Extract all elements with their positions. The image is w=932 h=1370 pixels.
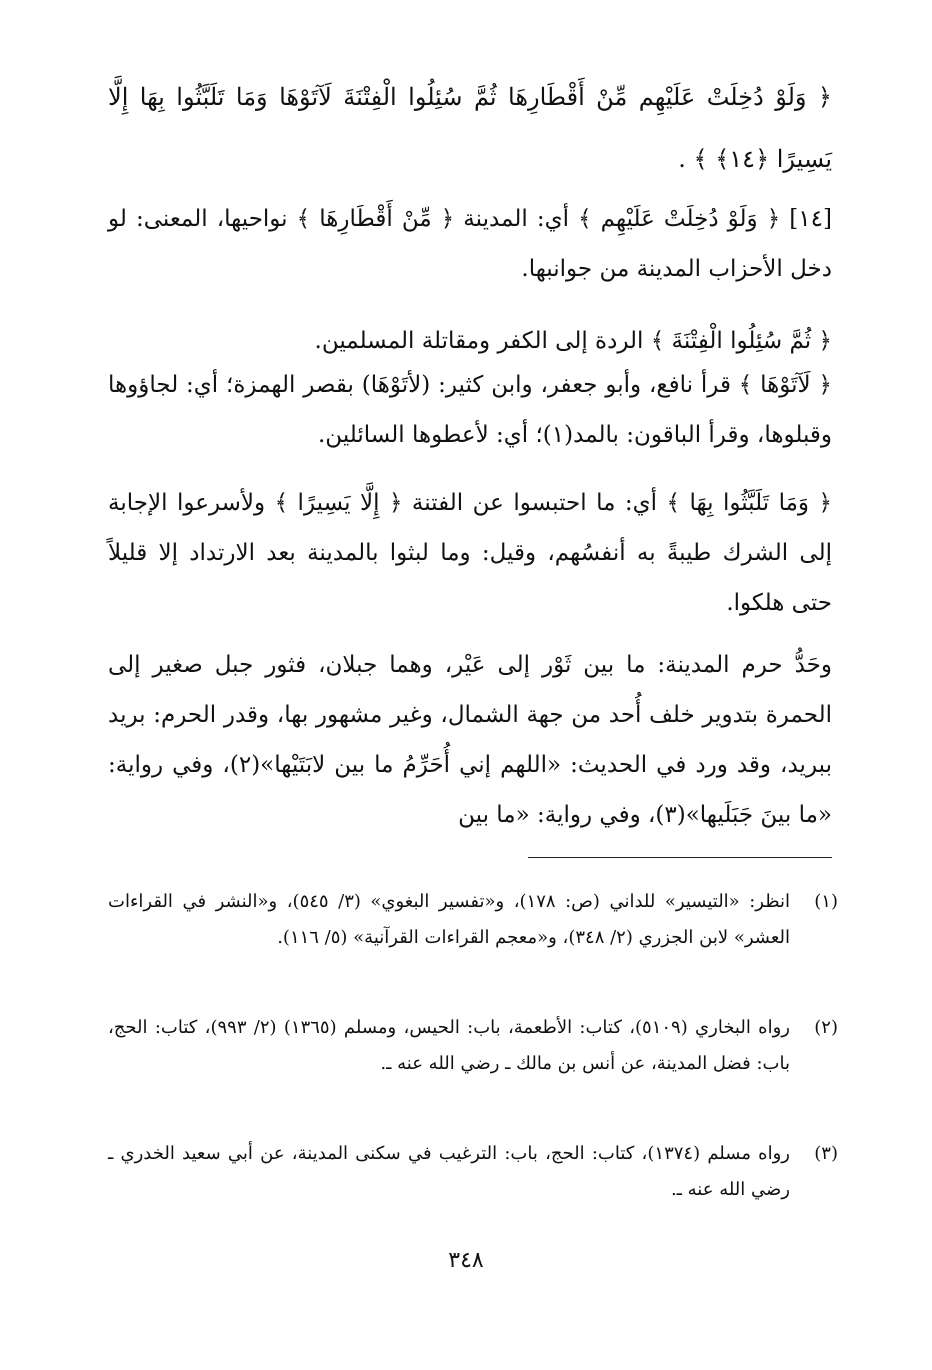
footnote-number: (٢)	[814, 1017, 838, 1038]
commentary-paragraph: ﴿ ثُمَّ سُئِلُوا الْفِتْنَةَ ﴾ الردة إلى الكفر ومقاتلة المسلمين.	[314, 328, 832, 354]
commentary-paragraph: وحَدُّ حرم المدينة: ما بين ثَوْر إلى عَيْر، وهما جبلان، فثور جبل صغير إلى الحمرة بتدوير خلف أُحد من جهة الشمال، وغير مشهور بها، وقدر الحرم: بريد ببريد، وقد ورد في الحديث: «اللهم إني أُحَرِّمُ ما بين لابَتَيْها»(٢)، وفي رواية: «ما بينَ جَبَلَيها»(٣)، وفي رواية: «ما بين	[108, 652, 832, 828]
commentary-paragraph: [١٤] ﴿ وَلَوْ دُخِلَتْ عَلَيْهِم ﴾ أي: المدينة ﴿ مِّنْ أَقْطَارِهَا ﴾ نواحيها، المعنى: لو دخل الأحزاب المدينة من جوانبها.	[108, 206, 832, 282]
footnote	[108, 884, 838, 956]
footnote-number: (١)	[814, 891, 838, 912]
commentary-paragraph: ﴿ لَآتَوْهَا ﴾ قرأ نافع، وأبو جعفر، وابن كثير: (لأتَوْهَا) بقصر الهمزة؛ أي: لجاؤوها وقبلوها، وقرأ الباقون: بالمد(١)؛ أي: لأعطوها السائلين.	[108, 372, 832, 448]
footnote	[108, 1010, 838, 1082]
footnote-divider	[528, 857, 832, 858]
footnote-text: انظر: «التيسير» للداني (ص: ١٧٨)، و«تفسير البغوي» (٣/ ٥٤٥)، و«النشر في القراءات العشر» لابن الجزري (٢/ ٣٤٨)، و«معجم القراءات القرآنية» (٥/ ١١٦).	[108, 891, 790, 948]
footnote-text: رواه مسلم (١٣٧٤)، كتاب: الحج، باب: الترغيب في سكنى المدينة، عن أبي سعيد الخدري ـ رضي الله عنه ـ.	[108, 1143, 790, 1200]
footnote-number: (٣)	[814, 1143, 838, 1164]
quran-verse: ﴿ وَلَوْ دُخِلَتْ عَلَيْهِم مِّنْ أَقْطَارِهَا ثُمَّ سُئِلُوا الْفِتْنَةَ لَآتَوْهَا وَمَا تَلَبَّثُوا بِهَا إِلَّا يَسِيرًا ﴿١٤﴾ ﴾ .	[108, 83, 832, 173]
footnote-text: رواه البخاري (٥١٠٩)، كتاب: الأطعمة، باب: الحيس، ومسلم (١٣٦٥) (٢/ ٩٩٣)، كتاب: الحج، باب: فضل المدينة، عن أنس بن مالك ـ رضي الله عنه ـ.	[108, 1017, 790, 1074]
page-number: ٣٤٨	[448, 1248, 484, 1273]
footnote	[108, 1136, 838, 1208]
commentary-paragraph: ﴿ وَمَا تَلَبَّثُوا بِهَا ﴾ أي: ما احتبسوا عن الفتنة ﴿ إِلَّا يَسِيرًا ﴾ ولأسرعوا الإجابة إلى الشرك طيبةً به أنفسُهم، وقيل: وما لبثوا بالمدينة بعد الارتداد إلا قليلاً حتى هلكوا.	[108, 490, 832, 616]
